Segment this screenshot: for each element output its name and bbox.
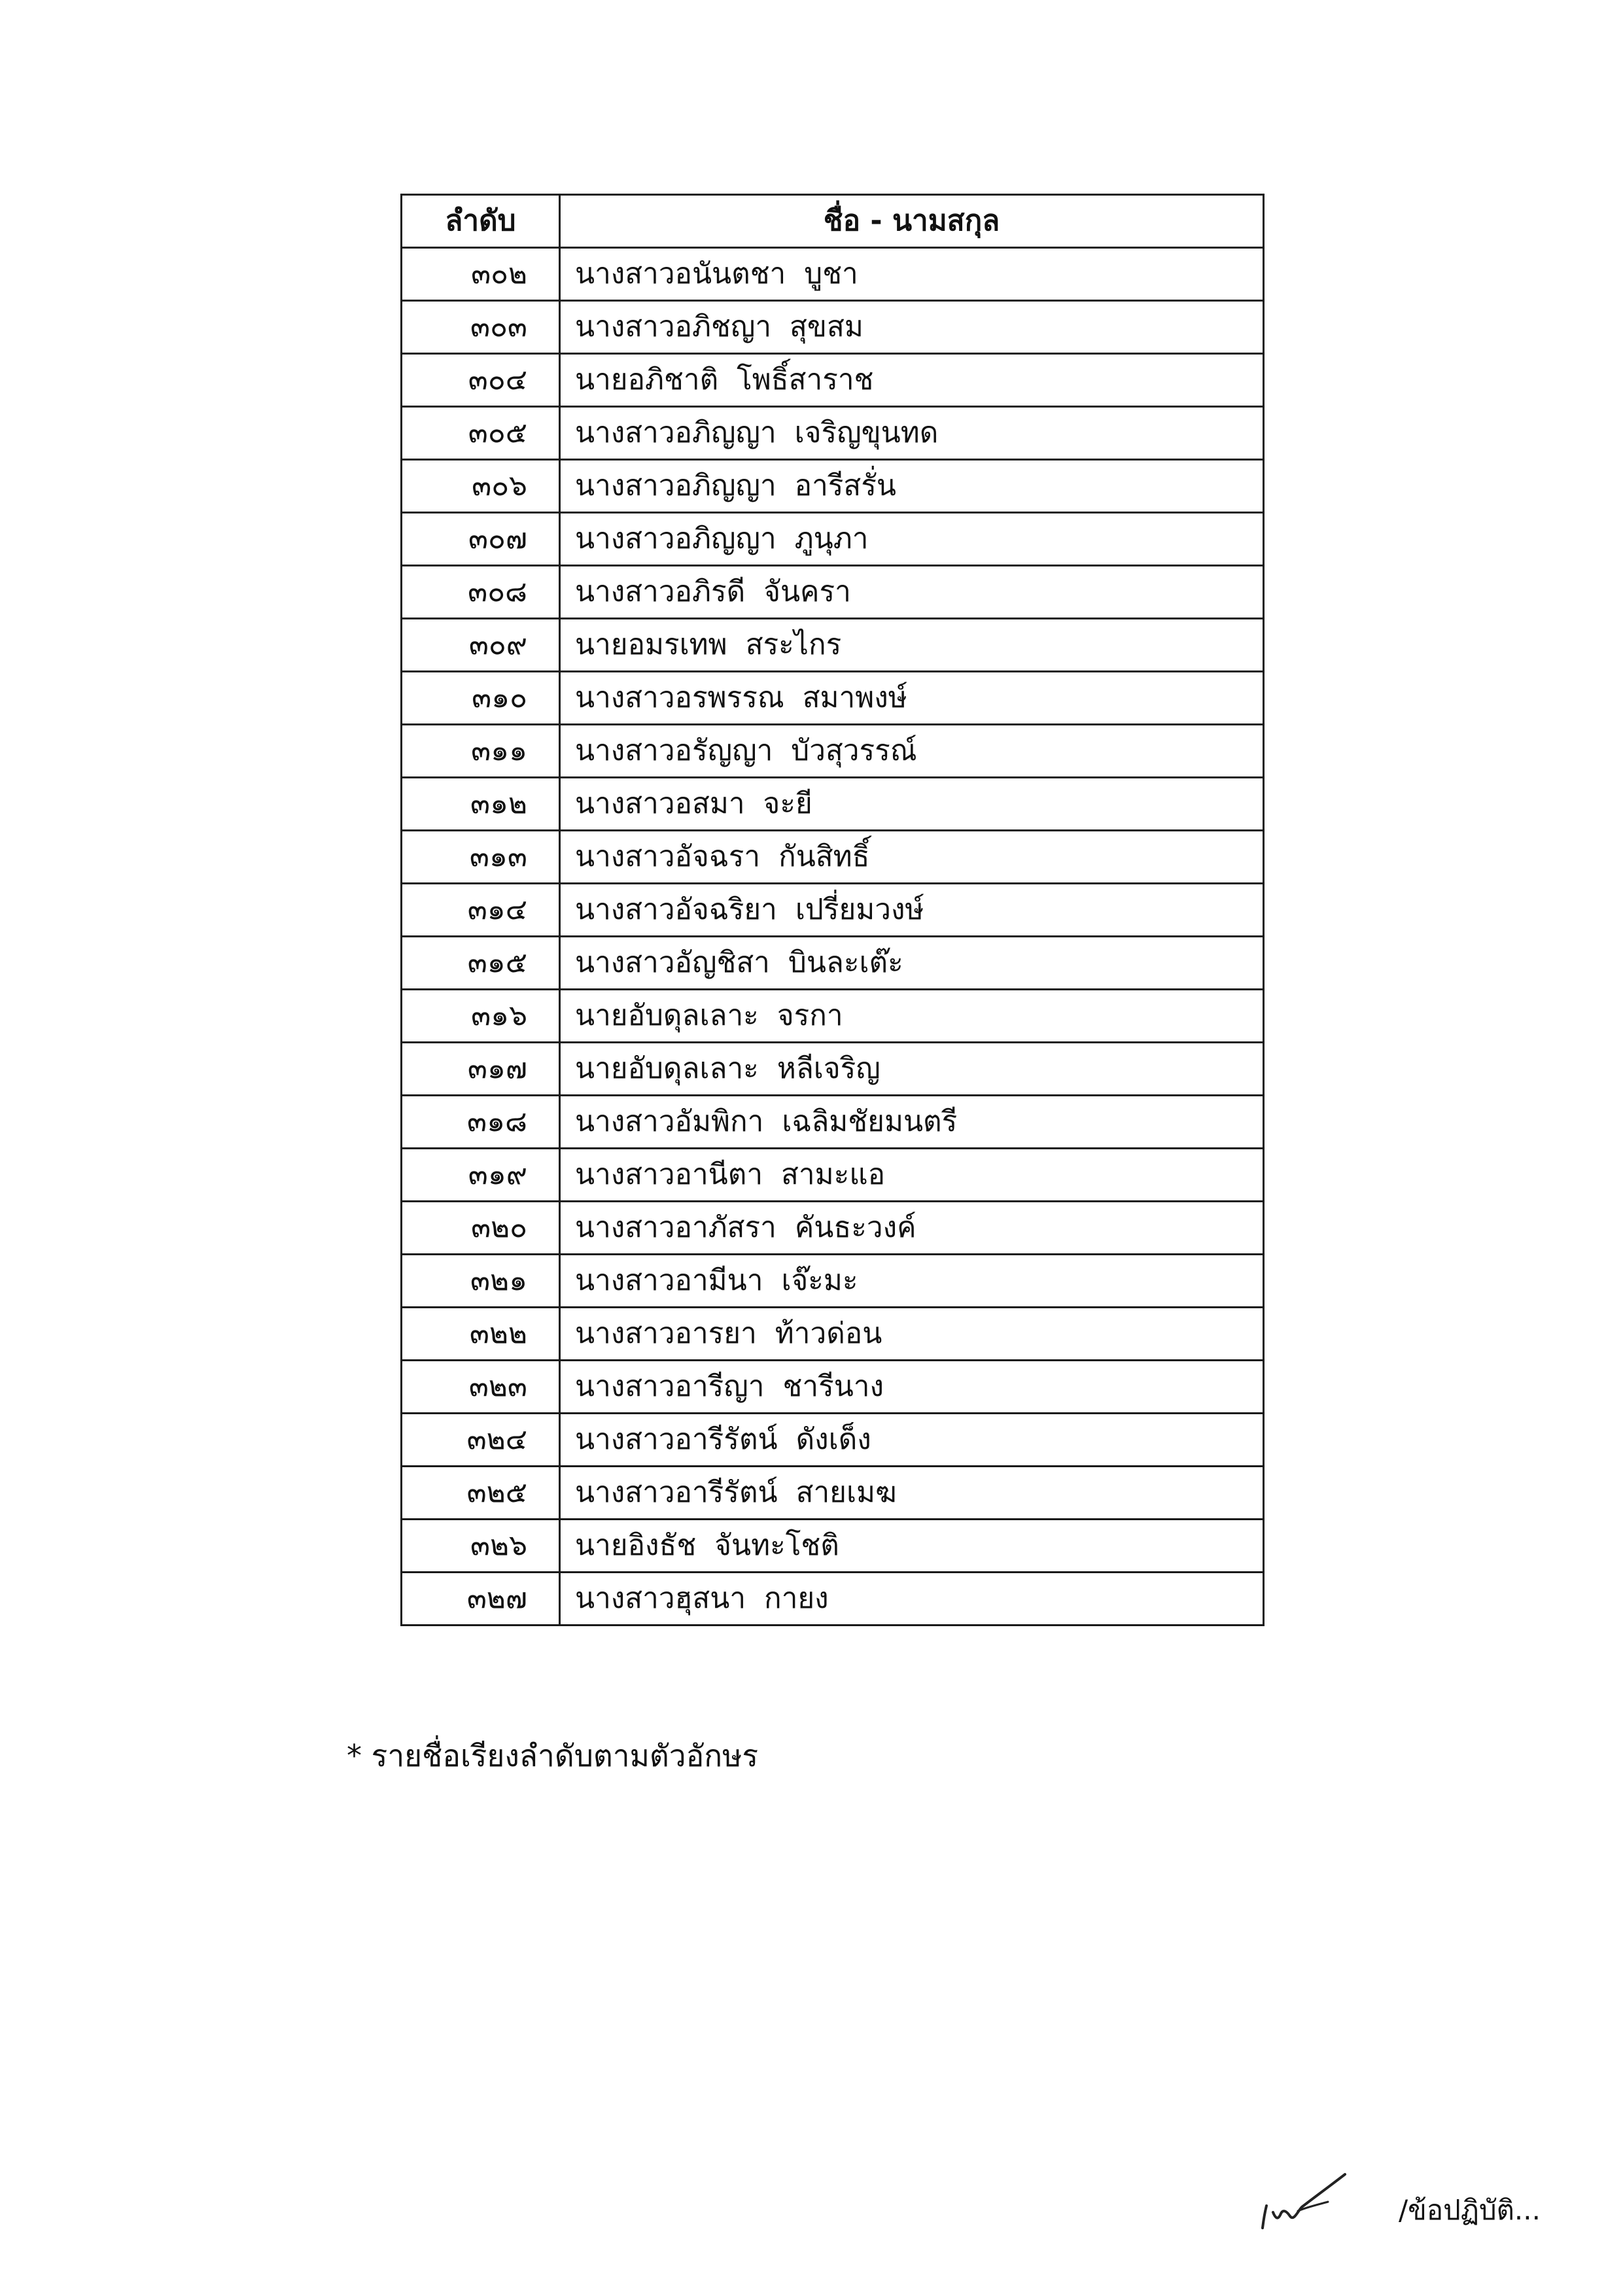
row-surname: จะยี <box>763 787 812 820</box>
row-surname: เจริญขุนทด <box>794 416 939 449</box>
row-given-name: นางสาวอภิญญา <box>575 469 777 502</box>
row-order-number: ๓๑๘ <box>402 1096 560 1149</box>
row-full-name <box>560 1202 1264 1255</box>
row-full-name <box>560 937 1264 990</box>
table-row <box>402 1361 1264 1414</box>
row-order-number: ๓๒๐ <box>402 1202 560 1255</box>
header-name: ชื่อ - นามสกุล <box>560 195 1264 248</box>
row-order-number: ๓๒๗ <box>402 1573 560 1626</box>
row-surname: จันครา <box>763 575 851 608</box>
row-order-number: ๓๐๘ <box>402 566 560 619</box>
row-full-name <box>560 460 1264 513</box>
table-body <box>402 248 1264 1626</box>
row-order-number: ๓๐๔ <box>402 354 560 407</box>
row-surname: บูชา <box>804 257 858 290</box>
row-full-name <box>560 990 1264 1043</box>
row-given-name: นางสาวอภิรดี <box>575 575 746 608</box>
table-row <box>402 831 1264 884</box>
row-order-number: ๓๑๒ <box>402 778 560 831</box>
row-full-name <box>560 884 1264 937</box>
row-full-name <box>560 354 1264 407</box>
table-row <box>402 1096 1264 1149</box>
row-given-name: นายอมรเทพ <box>575 628 727 661</box>
table-header-row <box>402 195 1264 248</box>
row-full-name <box>560 1308 1264 1361</box>
row-surname: เจ๊ะมะ <box>781 1264 858 1297</box>
row-full-name <box>560 1096 1264 1149</box>
row-full-name <box>560 1361 1264 1414</box>
table-row <box>402 1043 1264 1096</box>
row-order-number: ๓๒๓ <box>402 1361 560 1414</box>
footnote: * รายชื่อเรียงลำดับตามตัวอักษร <box>347 1738 759 1773</box>
row-order-number: ๓๒๒ <box>402 1308 560 1361</box>
row-given-name: นางสาวอสมา <box>575 787 745 820</box>
row-order-number: ๓๑๗ <box>402 1043 560 1096</box>
row-given-name: นางสาวอภิญญา <box>575 416 777 449</box>
row-surname: เปรี่ยมวงษ์ <box>795 893 924 926</box>
table-row <box>402 619 1264 672</box>
row-given-name: นางสาวอัจฉริยา <box>575 893 777 926</box>
row-full-name <box>560 1573 1264 1626</box>
row-given-name: นายอิงธัช <box>575 1529 697 1562</box>
row-full-name <box>560 672 1264 725</box>
row-surname: สามะแอ <box>781 1158 886 1191</box>
row-surname: สมาพงษ์ <box>802 681 907 714</box>
row-full-name <box>560 1414 1264 1467</box>
row-surname: สุขสม <box>790 310 864 343</box>
row-given-name: นางสาวอภิญญา <box>575 522 777 555</box>
row-given-name: นางสาวอารีรัตน์ <box>575 1476 778 1509</box>
row-order-number: ๓๒๖ <box>402 1520 560 1573</box>
row-order-number: ๓๑๓ <box>402 831 560 884</box>
row-order-number: ๓๒๔ <box>402 1414 560 1467</box>
table-row <box>402 672 1264 725</box>
row-full-name <box>560 1255 1264 1308</box>
row-order-number: ๓๑๙ <box>402 1149 560 1202</box>
row-full-name <box>560 619 1264 672</box>
row-surname: กันสิทธิ์ <box>778 840 870 873</box>
table-row <box>402 778 1264 831</box>
row-surname: ท้าวด่อน <box>775 1317 882 1350</box>
row-surname: สายเมฆ <box>795 1476 897 1509</box>
row-surname: ภูนุภา <box>794 522 869 555</box>
row-full-name <box>560 778 1264 831</box>
table-row <box>402 248 1264 301</box>
row-given-name: นายอับดุลเลาะ <box>575 1052 759 1085</box>
row-given-name: นางสาวอัญชิสา <box>575 946 770 979</box>
table-row <box>402 1149 1264 1202</box>
row-surname: คันธะวงค์ <box>794 1211 916 1244</box>
row-full-name <box>560 1149 1264 1202</box>
row-order-number: ๓๑๐ <box>402 672 560 725</box>
table-row <box>402 301 1264 354</box>
table-row <box>402 407 1264 460</box>
row-surname: อารีสรั่น <box>794 469 896 502</box>
handwritten-initials <box>1255 2165 1359 2237</box>
row-given-name: นางสาวอานีตา <box>575 1158 763 1191</box>
row-order-number: ๓๐๙ <box>402 619 560 672</box>
row-full-name <box>560 831 1264 884</box>
row-order-number: ๓๐๕ <box>402 407 560 460</box>
table-row <box>402 1573 1264 1626</box>
row-surname: โพธิ์สาราช <box>737 363 874 396</box>
row-given-name: นางสาวอารีญา <box>575 1370 765 1403</box>
row-given-name: นายอภิชาติ <box>575 363 719 396</box>
table-row <box>402 884 1264 937</box>
table-row <box>402 990 1264 1043</box>
table-row <box>402 1467 1264 1520</box>
row-full-name <box>560 301 1264 354</box>
row-given-name: นางสาวฮุสนา <box>575 1582 746 1615</box>
table-row <box>402 1255 1264 1308</box>
row-order-number: ๓๒๕ <box>402 1467 560 1520</box>
continuation-text: /ข้อปฏิบัติ... <box>1399 2194 1541 2226</box>
table-row <box>402 513 1264 566</box>
table-row <box>402 460 1264 513</box>
row-given-name: นางสาวอัจฉรา <box>575 840 761 873</box>
table-row <box>402 1308 1264 1361</box>
row-full-name <box>560 513 1264 566</box>
table-row <box>402 566 1264 619</box>
row-full-name <box>560 725 1264 778</box>
row-surname: ดังเด็ง <box>795 1423 871 1456</box>
row-order-number: ๓๐๒ <box>402 248 560 301</box>
table-row <box>402 354 1264 407</box>
row-full-name <box>560 407 1264 460</box>
row-given-name: นางสาวอารีรัตน์ <box>575 1423 778 1456</box>
row-surname: บินละเต๊ะ <box>788 946 903 979</box>
row-given-name: นางสาวอนันตชา <box>575 257 786 290</box>
row-order-number: ๓๒๑ <box>402 1255 560 1308</box>
table-row <box>402 937 1264 990</box>
table-row <box>402 1414 1264 1467</box>
row-surname: จันทะโชติ <box>714 1529 839 1562</box>
table-row <box>402 725 1264 778</box>
row-full-name <box>560 1043 1264 1096</box>
row-given-name: นายอับดุลเลาะ <box>575 999 759 1032</box>
row-surname: สระไกร <box>745 628 842 661</box>
row-surname: ชารีนาง <box>782 1370 884 1403</box>
table-row <box>402 1202 1264 1255</box>
row-order-number: ๓๐๖ <box>402 460 560 513</box>
row-order-number: ๓๐๓ <box>402 301 560 354</box>
name-list-table <box>400 194 1265 1626</box>
row-full-name <box>560 1467 1264 1520</box>
row-full-name <box>560 248 1264 301</box>
row-given-name: นางสาวอรพรรณ <box>575 681 784 714</box>
row-given-name: นางสาวอภิชญา <box>575 310 772 343</box>
row-order-number: ๓๑๖ <box>402 990 560 1043</box>
row-full-name <box>560 566 1264 619</box>
row-surname: เฉลิมชัยมนตรี <box>782 1105 958 1138</box>
row-order-number: ๓๑๑ <box>402 725 560 778</box>
table-row <box>402 1520 1264 1573</box>
row-surname: กายง <box>764 1582 829 1615</box>
row-given-name: นางสาวอัมพิกา <box>575 1105 764 1138</box>
row-given-name: นางสาวอรัญญา <box>575 734 773 767</box>
row-surname: หลีเจริญ <box>777 1052 881 1085</box>
row-surname: จรกา <box>777 999 843 1032</box>
row-full-name <box>560 1520 1264 1573</box>
row-order-number: ๓๑๕ <box>402 937 560 990</box>
row-surname: บัวสุวรรณ์ <box>791 734 917 767</box>
row-given-name: นางสาวอามีนา <box>575 1264 763 1297</box>
row-order-number: ๓๐๗ <box>402 513 560 566</box>
header-order: ลำดับ <box>402 195 560 248</box>
row-given-name: นางสาวอารยา <box>575 1317 757 1350</box>
row-order-number: ๓๑๔ <box>402 884 560 937</box>
row-given-name: นางสาวอาภัสรา <box>575 1211 777 1244</box>
